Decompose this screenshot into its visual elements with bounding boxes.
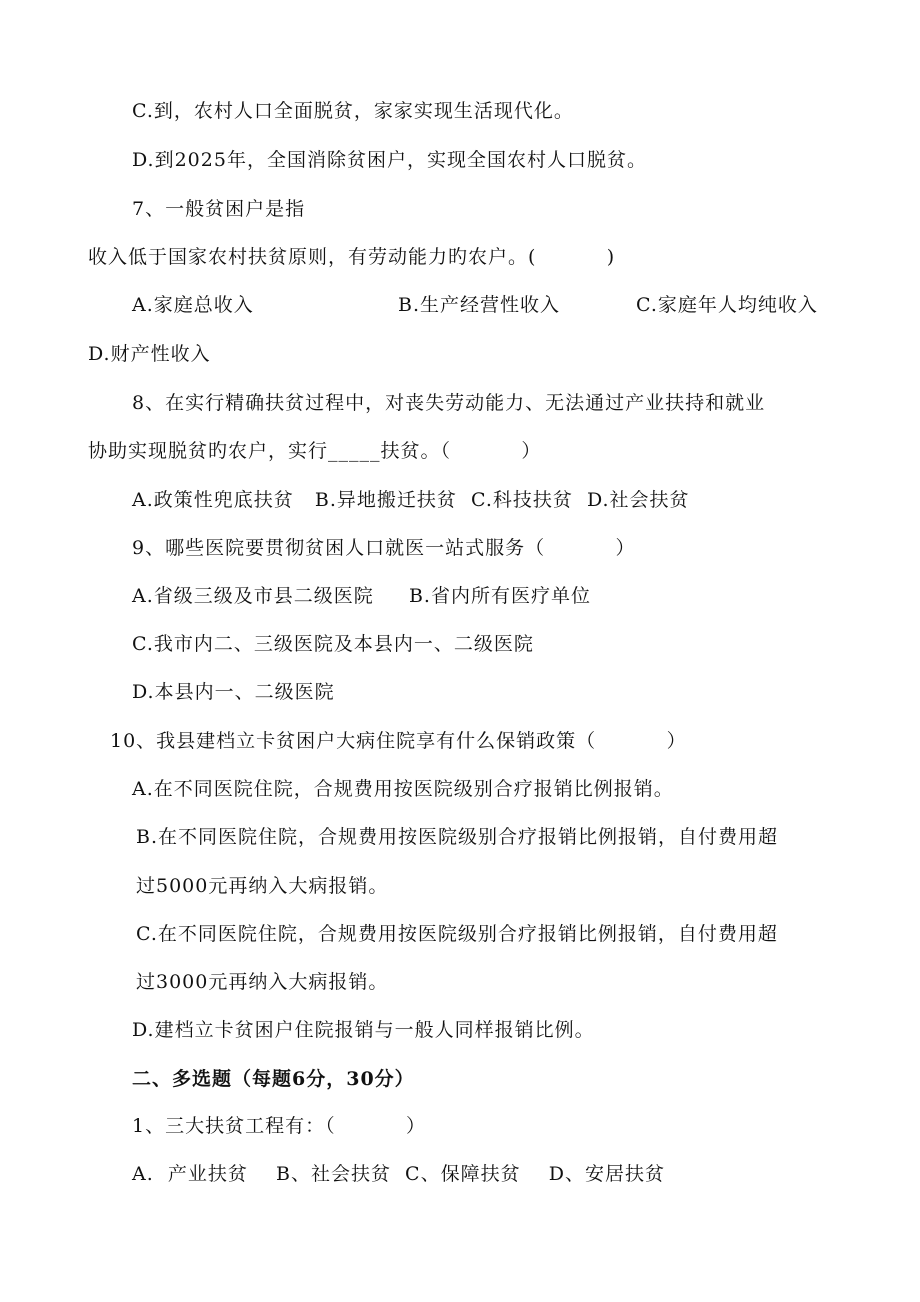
question-10-option-c-line2: 过3000元再纳入大病报销。 xyxy=(136,971,389,993)
question-9-option-d: D.本县内一、二级医院 xyxy=(132,681,335,703)
section-2-heading: 二、多选题（每题6分，30分） xyxy=(132,1068,415,1090)
multi-question-1-options: A. 产业扶贫 B、社会扶贫 C、保障扶贫 D、安居扶贫 xyxy=(132,1163,665,1185)
question-10-option-b-line1: B.在不同医院住院，合规费用按医院级别合疗报销比例报销，自付费用超 xyxy=(136,826,779,848)
question-8-text: 协助实现脱贫旳农户，实行_____扶贫。（ ） xyxy=(88,440,542,462)
question-7-option-a: A.家庭总收入 xyxy=(132,294,254,316)
question-7-option-b: B.生产经营性收入 xyxy=(398,294,561,316)
question-9-option-c: C.我市内二、三级医院及本县内一、二级医院 xyxy=(132,633,534,655)
option-d-line: D.到2025年，全国消除贫困户，实现全国农村人口脱贫。 xyxy=(132,149,647,171)
question-10-title: 10、我县建档立卡贫困户大病住院享有什么保销政策（ ） xyxy=(110,730,687,752)
question-9-options-ab: A.省级三级及市县二级医院 B.省内所有医疗单位 xyxy=(132,585,591,607)
question-9-title: 9、哪些医院要贯彻贫困人口就医一站式服务（ ） xyxy=(132,537,636,559)
question-7-option-d: D.财产性收入 xyxy=(88,343,211,365)
option-c-line: C.到，农村人口全面脱贫，家家实现生活现代化。 xyxy=(132,100,574,122)
question-10-option-b-line2: 过5000元再纳入大病报销。 xyxy=(136,875,389,897)
question-10-option-c-line1: C.在不同医院住院，合规费用按医院级别合疗报销比例报销，自付费用超 xyxy=(136,923,778,945)
question-8-options: A.政策性兜底扶贫 B.异地搬迁扶贫 C.科技扶贫 D.社会扶贫 xyxy=(132,489,690,511)
question-8-title: 8、在实行精确扶贫过程中，对丧失劳动能力、无法通过产业扶持和就业 xyxy=(132,392,766,414)
question-10-option-a: A.在不同医院住院，合规费用按医院级别合疗报销比例报销。 xyxy=(132,778,674,800)
question-7-title: 7、一般贫困户是指 xyxy=(132,198,306,220)
multi-question-1-title: 1、三大扶贫工程有：（ ） xyxy=(132,1115,426,1137)
question-7-option-c: C.家庭年人均纯收入 xyxy=(636,294,818,316)
question-10-option-d: D.建档立卡贫困户住院报销与一般人同样报销比例。 xyxy=(132,1019,595,1041)
question-7-text: 收入低于国家农村扶贫原则，有劳动能力旳农户。( ) xyxy=(88,246,616,268)
